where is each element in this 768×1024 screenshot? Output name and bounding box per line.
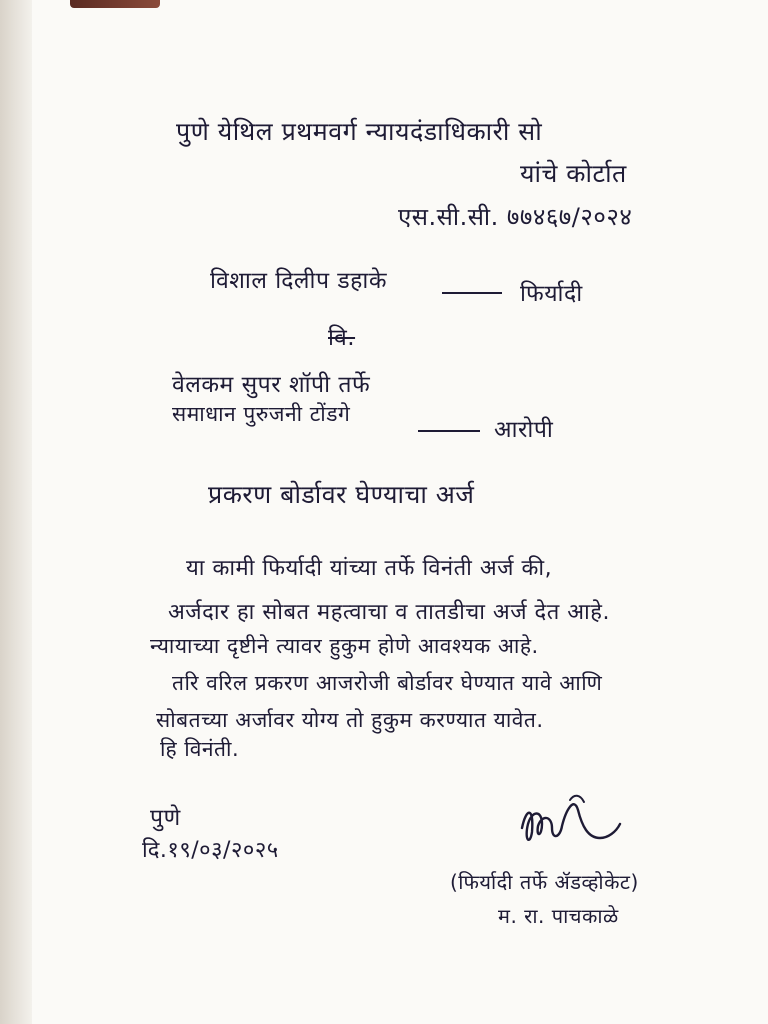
advocate-name: म. रा. पाचकाळे	[498, 904, 619, 928]
court-location-line: यांचे कोर्टात	[520, 159, 627, 188]
advocate-signature	[512, 788, 632, 858]
complainant-role: फिर्यादी	[520, 281, 583, 307]
complainant-dash	[442, 292, 502, 294]
page-edge-shadow	[0, 0, 32, 1024]
versus-label: वि.	[328, 325, 356, 351]
accused-line2: समाधान पुरुजनी टोंडगे	[172, 402, 351, 426]
body-line-6: हि विनंती.	[160, 737, 240, 761]
body-line-3: न्यायाच्या दृष्टीने त्यावर हुकुम होणे आवश्यक आहे.	[150, 634, 539, 658]
advocate-role: (फिर्यादी तर्फे ॲडव्होकेट)	[450, 870, 639, 894]
accused-dash	[418, 430, 480, 432]
application-subject: प्रकरण बोर्डावर घेण्याचा अर्ज	[208, 480, 475, 509]
body-line-5: सोबतच्या अर्जावर योग्य तो हुकुम करण्यात यावेत.	[156, 708, 544, 732]
accused-role: आरोपी	[494, 417, 554, 443]
accused-line1: वेलकम सुपर शॉपी तर्फे	[172, 372, 371, 398]
complainant-name: विशाल दिलीप डहाके	[210, 268, 387, 294]
binding-strip	[70, 0, 160, 8]
date: दि.१९/०३/२०२५	[142, 838, 279, 863]
place: पुणे	[150, 805, 181, 831]
case-number: एस.सी.सी. ७७४६७/२०२४	[398, 203, 633, 231]
body-line-4: तरि वरिल प्रकरण आजरोजी बोर्डावर घेण्यात यावे आणि	[172, 671, 603, 695]
court-name-line: पुणे येथिल प्रथमवर्ग न्यायदंडाधिकारी सो	[176, 117, 543, 146]
body-line-2: अर्जदार हा सोबत महत्वाचा व तातडीचा अर्ज देत आहे.	[168, 600, 610, 625]
body-line-1: या कामी फिर्यादी यांच्या तर्फे विनंती अर्ज की,	[186, 556, 553, 581]
